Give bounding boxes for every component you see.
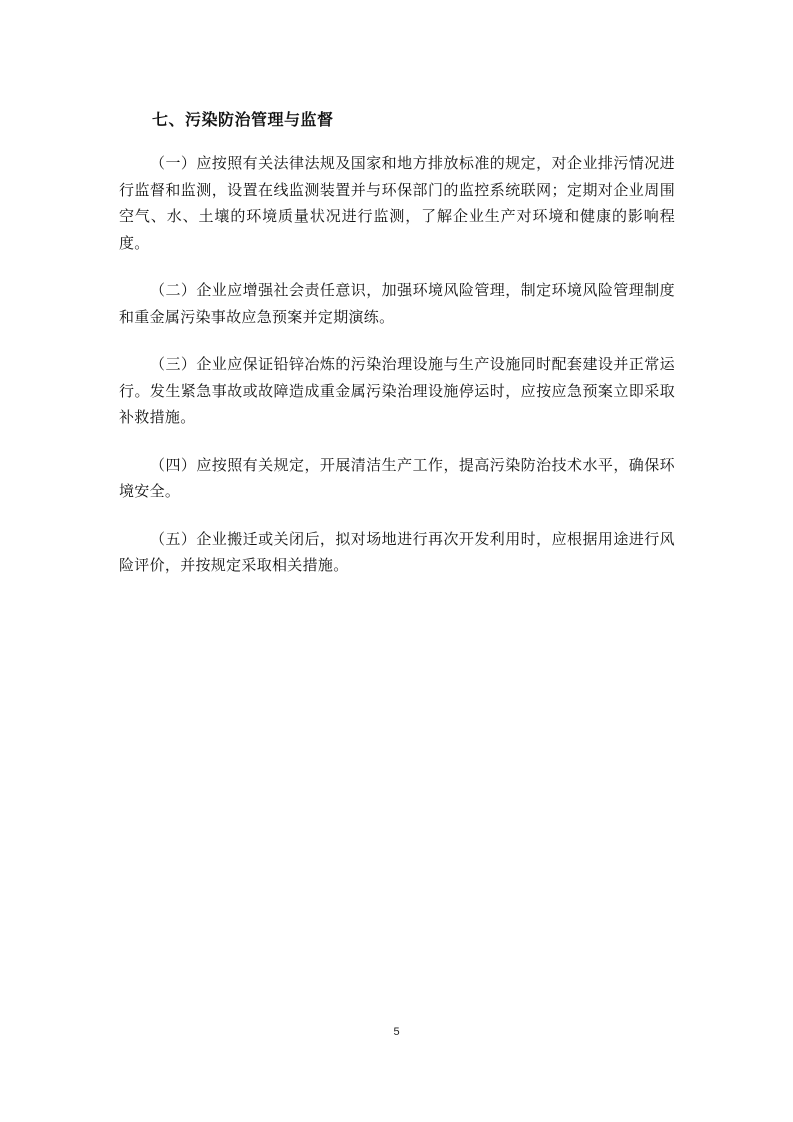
section-title: 七、污染防治管理与监督 xyxy=(152,110,334,129)
paragraph-5: （五）企业搬迁或关闭后，拟对场地进行再次开发利用时，应根据用途进行风险评价，并按规定采取相关措施。 xyxy=(119,529,675,574)
paragraph-4: （四）应按照有关规定，开展清洁生产工作，提高污染防治技术水平，确保环境安全。 xyxy=(119,455,675,500)
page-number: 5 xyxy=(393,1026,400,1038)
paragraph-2: （二）企业应增强社会责任意识，加强环境风险管理，制定环境风险管理制度和重金属污染事故应急预案并定期演练。 xyxy=(119,281,675,326)
section-body xyxy=(119,150,675,600)
paragraph-1: （一）应按照有关法律法规及国家和地方排放标准的规定，对企业排污情况进行监督和监测，设置在线监测装置并与环保部门的监控系统联网；定期对企业周围空气、水、土壤的环境质量状况进行监测，了解企业生产对环境和健康的影响程度。 xyxy=(119,154,675,252)
paragraph-3: （三）企业应保证铅锌冶炼的污染治理设施与生产设施同时配套建设并正常运行。发生紧急事故或故障造成重金属污染治理设施停运时，应按应急预案立即采取补救措施。 xyxy=(119,355,675,426)
